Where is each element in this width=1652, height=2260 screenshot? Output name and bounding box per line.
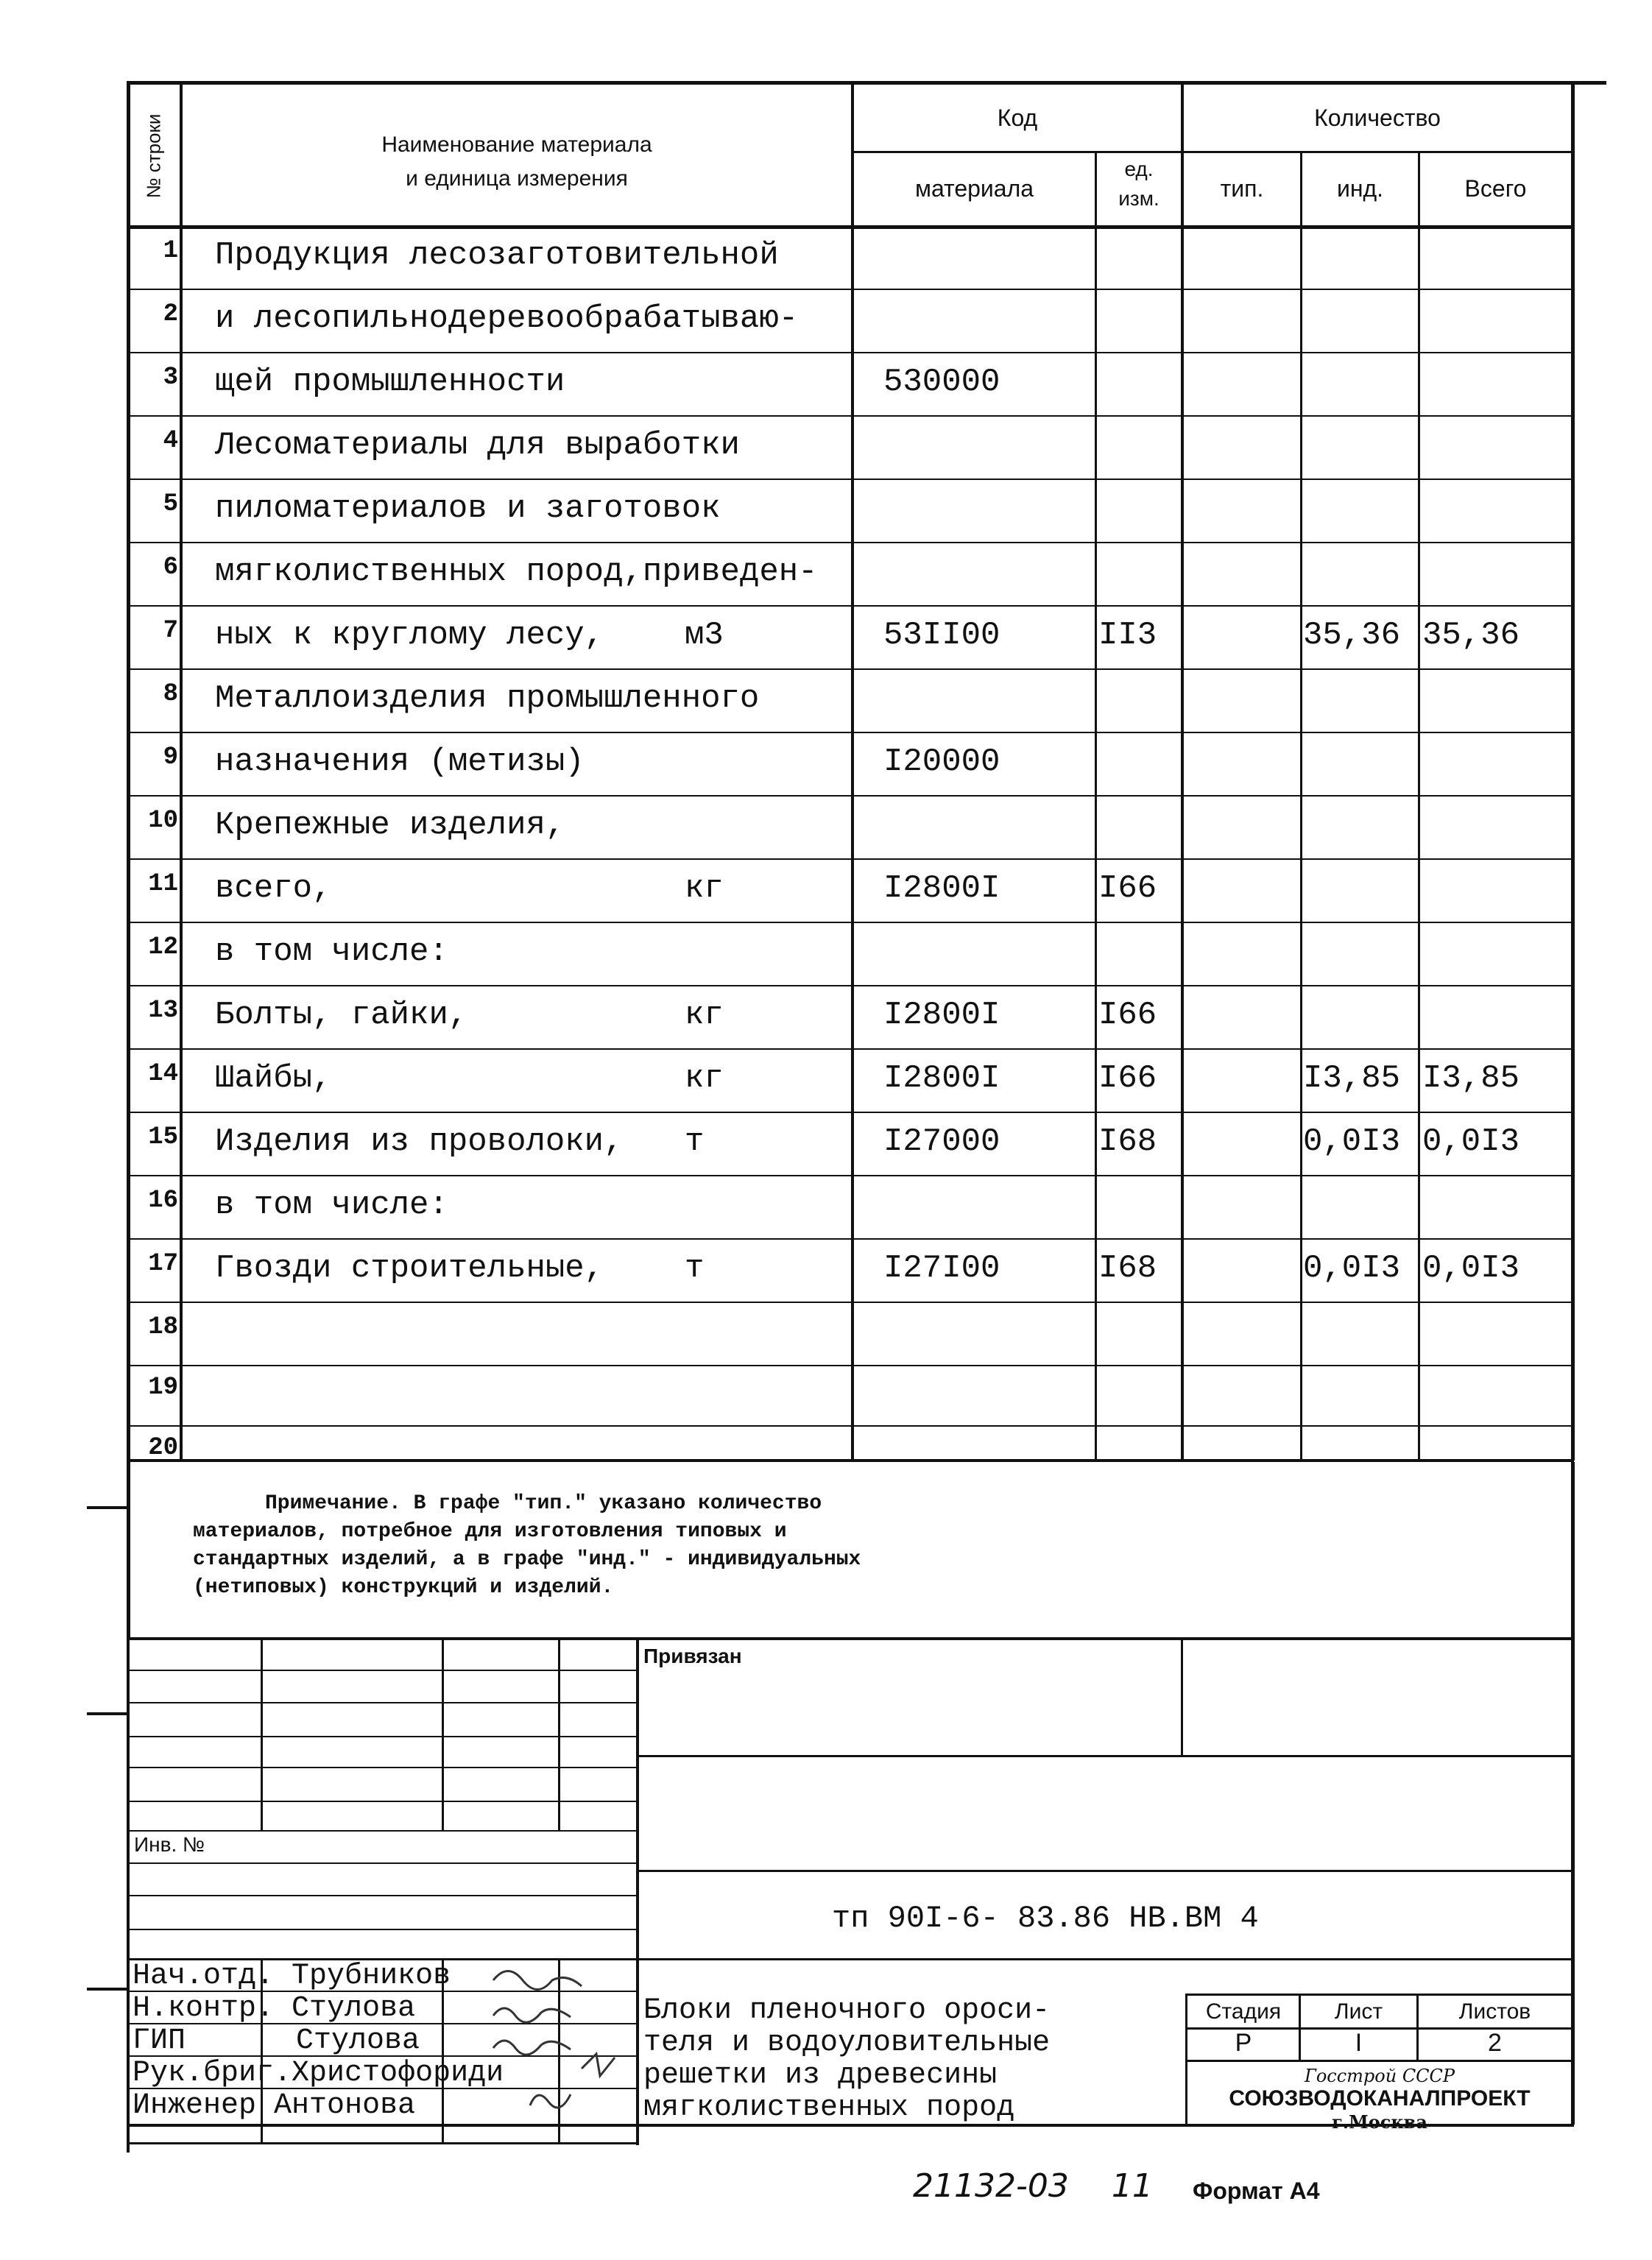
code-unit-header-line2: изм. <box>1118 187 1159 210</box>
material-name: Гвозди строительные, <box>215 1250 604 1287</box>
table-row <box>0 1427 1652 1490</box>
title-line-2: теля и водоуловительные <box>643 2027 1051 2060</box>
unit-label: кг <box>685 870 724 907</box>
stamp-grid <box>639 1755 1574 1757</box>
title-line-4: мягколиственных пород <box>643 2091 1015 2125</box>
unit-code: I66 <box>1098 997 1157 1034</box>
role-3-title: ГИП <box>133 2024 186 2058</box>
table-row <box>0 293 1652 356</box>
row-number: 13 <box>148 997 178 1025</box>
role-2-name: Стулова <box>292 1992 416 2025</box>
table-row <box>0 1366 1652 1430</box>
title-line-3: решетки из древесины <box>643 2059 998 2092</box>
unit-label: т <box>685 1250 705 1287</box>
stamp-top-line <box>127 1637 1574 1640</box>
stamp-grid <box>1185 1994 1574 1996</box>
material-name: ных к круглому лесу, <box>215 617 604 654</box>
row-number: 9 <box>163 744 178 771</box>
table-row <box>0 1053 1652 1116</box>
table-row <box>0 863 1652 926</box>
name-header-line2: и единица измерения <box>406 166 628 191</box>
doc-code: тп 90I-6- 83.86 НВ.ВМ 4 <box>832 1901 1259 1936</box>
unit-label: кг <box>685 997 724 1034</box>
table-row <box>0 483 1652 546</box>
role-5 <box>133 2089 415 2122</box>
name-header-line1: Наименование материала <box>381 133 652 157</box>
code-group-header: Код <box>997 105 1038 131</box>
qty-ind: 35,36 <box>1303 617 1401 654</box>
qty-group-header: Количество <box>1314 105 1441 131</box>
role-3-name: Стулова <box>296 2024 420 2058</box>
role-3 <box>133 2024 420 2058</box>
table-row <box>0 230 1652 293</box>
stamp-grid <box>130 1767 638 1768</box>
material-name: в том числе: <box>215 1187 448 1223</box>
format-label: Формат А4 <box>1193 2178 1320 2204</box>
qty-total: 0,0I3 <box>1422 1123 1520 1160</box>
table-row <box>0 989 1652 1053</box>
material-name: назначения (метизы) <box>215 744 585 780</box>
qty-total: I3,85 <box>1422 1060 1520 1097</box>
stamp-grid <box>130 1929 638 1930</box>
table-row <box>0 799 1652 863</box>
row-number: 2 <box>163 300 178 328</box>
table-row <box>0 1179 1652 1243</box>
note-frame-left <box>127 1462 130 1639</box>
table-row <box>0 420 1652 483</box>
note-line3: стандартных изделий, а в графе "инд." - индивидуальных <box>193 1548 861 1571</box>
table-row <box>0 546 1652 610</box>
qty-ind: I3,85 <box>1303 1060 1401 1097</box>
row-number: 20 <box>148 1434 178 1462</box>
row-number: 15 <box>148 1123 178 1151</box>
qty-ind: 0,0I3 <box>1303 1123 1401 1160</box>
material-code: 530000 <box>883 364 1000 400</box>
frame-top <box>127 81 1606 85</box>
material-name: Болты, гайки, <box>215 997 468 1034</box>
signature-scribbles <box>442 1958 636 2127</box>
material-name: в том числе: <box>215 933 448 970</box>
note-line1: Примечание. В графе "тип." указано количество <box>265 1492 822 1515</box>
role-2-title: Н.контр. <box>133 1992 275 2025</box>
note-line4: (нетиповых) конструкций и изделий. <box>193 1576 614 1599</box>
material-name: щей промышленности <box>215 364 565 400</box>
material-code: I20000 <box>883 744 1000 780</box>
header-bottom-line <box>127 225 1574 229</box>
table-row <box>0 356 1652 420</box>
unit-label: м3 <box>685 617 724 654</box>
sheet-value: I <box>1355 2029 1363 2057</box>
header-split-line <box>851 151 1572 153</box>
archive-number <box>913 2167 1153 2205</box>
org-line3: г.Москва <box>1332 2111 1427 2133</box>
stamp-frame-right <box>1571 1462 1575 2125</box>
stamp-grid <box>639 1870 1574 1872</box>
material-code: I27I00 <box>883 1250 1000 1287</box>
role-1 <box>133 1960 451 1993</box>
qty-typ-header: тип. <box>1220 175 1264 202</box>
stamp-grid <box>130 1702 638 1703</box>
row-number: 1 <box>163 237 178 265</box>
table-row <box>0 610 1652 673</box>
row-number: 5 <box>163 490 178 518</box>
material-code: I2800I <box>883 997 1000 1034</box>
row-number: 4 <box>163 427 178 455</box>
row-number: 17 <box>148 1250 178 1278</box>
table-row <box>0 926 1652 989</box>
row-number: 6 <box>163 554 178 582</box>
binding-mark <box>87 1506 128 1509</box>
material-code: I2800I <box>883 870 1000 907</box>
material-code: I27000 <box>883 1123 1000 1160</box>
material-name: Шайбы, <box>215 1060 332 1097</box>
unit-code: I68 <box>1098 1123 1157 1160</box>
unit-code: I66 <box>1098 1060 1157 1097</box>
material-name: и лесопильнодеревообрабатываю- <box>215 300 799 337</box>
table-row <box>0 1116 1652 1179</box>
row-number: 12 <box>148 933 178 961</box>
stamp-grid <box>130 1895 638 1896</box>
stage-value: Р <box>1235 2029 1252 2057</box>
binding-mark <box>87 1988 128 1991</box>
stamp-grid <box>1185 1994 1187 2126</box>
table-row <box>0 1243 1652 1306</box>
stage-label: Стадия <box>1205 1999 1282 2024</box>
row-number: 8 <box>163 680 178 708</box>
org-line2: СОЮЗВОДОКАНАЛПРОЕКТ <box>1229 2086 1531 2111</box>
org-line1: Госстрой СССР <box>1304 2066 1455 2086</box>
stamp-grid <box>130 1736 638 1737</box>
qty-total: 0,0I3 <box>1422 1250 1520 1287</box>
material-name: мягколиственных пород,приведен- <box>215 554 818 590</box>
role-1-name: Трубников <box>292 1960 451 1993</box>
stamp-split-line <box>636 1637 639 2145</box>
row-number: 14 <box>148 1060 178 1088</box>
role-1-title: Нач.отд. <box>133 1960 275 1993</box>
row-number: 18 <box>148 1313 178 1341</box>
org-block <box>1188 2066 1571 2133</box>
unit-code: II3 <box>1098 617 1157 654</box>
code-unit-header-line1: ед. <box>1124 158 1154 180</box>
material-name: Крепежные изделия, <box>215 807 565 844</box>
stamp-grid <box>130 1830 638 1832</box>
qty-total-header: Всего <box>1464 175 1527 202</box>
qty-ind-header: инд. <box>1336 175 1384 202</box>
sheets-label: Листов <box>1458 1999 1531 2024</box>
role-4-title: Рук.бриг. <box>133 2057 292 2090</box>
unit-code: I66 <box>1098 870 1157 907</box>
archive-no: 21132-03 <box>913 2167 1069 2205</box>
material-code: 53II00 <box>883 617 1000 654</box>
archive-sheet: 11 <box>1111 2167 1153 2205</box>
stamp-grid <box>1185 2060 1574 2062</box>
material-name: Продукция лесозаготовительной <box>215 237 779 274</box>
stamp-grid <box>130 1801 638 1802</box>
binding-mark <box>87 1712 128 1715</box>
note-line2: материалов, потребное для изготовления типовых и <box>193 1520 787 1543</box>
table-row <box>0 673 1652 736</box>
unit-label: кг <box>685 1060 724 1097</box>
material-name: Изделия из проволоки, <box>215 1123 624 1160</box>
role-4-name: Христофориди <box>292 2057 504 2090</box>
unit-label: т <box>685 1123 705 1160</box>
inv-label: Инв. № <box>134 1833 205 1856</box>
row-number: 11 <box>148 870 178 898</box>
role-5-name: Антонова <box>274 2089 416 2122</box>
sheet-label: Лист <box>1334 1999 1383 2024</box>
unit-code: I68 <box>1098 1250 1157 1287</box>
code-material-header: материала <box>914 175 1034 202</box>
qty-ind: 0,0I3 <box>1303 1250 1401 1287</box>
row-no-header-label: № строки <box>142 113 165 199</box>
title-line-1: Блоки пленочного ороси- <box>643 1994 1051 2027</box>
stamp-grid <box>130 2142 638 2144</box>
table-row <box>0 736 1652 799</box>
linked-label: Привязан <box>643 1645 742 1667</box>
stamp-grid <box>130 1670 638 1671</box>
role-2 <box>133 1992 415 2025</box>
row-number: 10 <box>148 807 178 835</box>
row-number: 3 <box>163 364 178 392</box>
sheets-value: 2 <box>1488 2029 1502 2057</box>
material-name: Металлоизделия промышленного <box>215 680 760 717</box>
row-no-header <box>131 88 177 224</box>
material-name: пиломатериалов и заготовок <box>215 490 721 527</box>
material-code: I2800I <box>883 1060 1000 1097</box>
row-number: 19 <box>148 1374 178 1402</box>
material-name: всего, <box>215 870 332 907</box>
qty-total: 35,36 <box>1422 617 1520 654</box>
project-title <box>643 1995 1050 2125</box>
row-number: 16 <box>148 1187 178 1215</box>
stamp-grid <box>1181 1637 1183 1755</box>
table-row <box>0 1306 1652 1369</box>
role-5-title: Инженер <box>133 2089 257 2122</box>
material-name: Лесоматериалы для выработки <box>215 427 740 464</box>
row-number: 7 <box>163 617 178 645</box>
stamp-grid <box>130 1862 638 1864</box>
